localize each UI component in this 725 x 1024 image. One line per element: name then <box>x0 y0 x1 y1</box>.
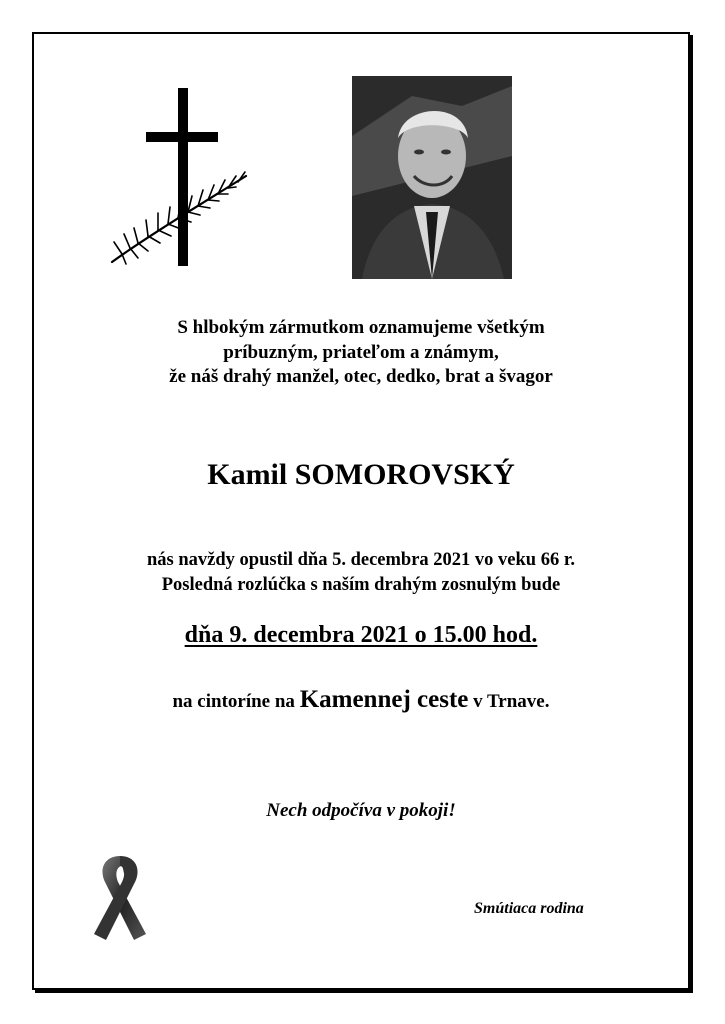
mourning-ribbon-icon <box>88 852 152 944</box>
place-suffix: v Trnave. <box>473 691 550 712</box>
intro-line-1: S hlbokým zármutkom oznamujeme všetkým <box>177 317 545 338</box>
intro-line-2: príbuzným, priateľom a známym, <box>223 341 499 363</box>
place-location: Kamennej ceste <box>299 686 469 713</box>
death-notice <box>32 548 690 598</box>
ceremony-place <box>32 686 690 714</box>
signature: Smútiaca rodina <box>474 900 584 917</box>
death-line-1: nás navždy opustil dňa 5. decembra 2021 vo veku 66 r. <box>147 550 575 570</box>
deceased-name: Kamil SOMOROVSKÝ <box>207 458 515 491</box>
rest-in-peace-text: Nech odpočíva v pokoji! <box>266 800 456 821</box>
place-prefix: na cintoríne na <box>172 691 295 712</box>
death-line-2: Posledná rozlúčka s naším drahým zosnulým bude <box>161 575 561 595</box>
intro-line-3: že náš drahý manžel, otec, dedko, brat a švagor <box>169 366 553 387</box>
ceremony-datetime: dňa 9. decembra 2021 o 15.00 hod. <box>184 622 538 648</box>
portrait-photo <box>352 76 512 279</box>
announcement-text <box>32 316 690 390</box>
cross-icon <box>108 86 248 268</box>
